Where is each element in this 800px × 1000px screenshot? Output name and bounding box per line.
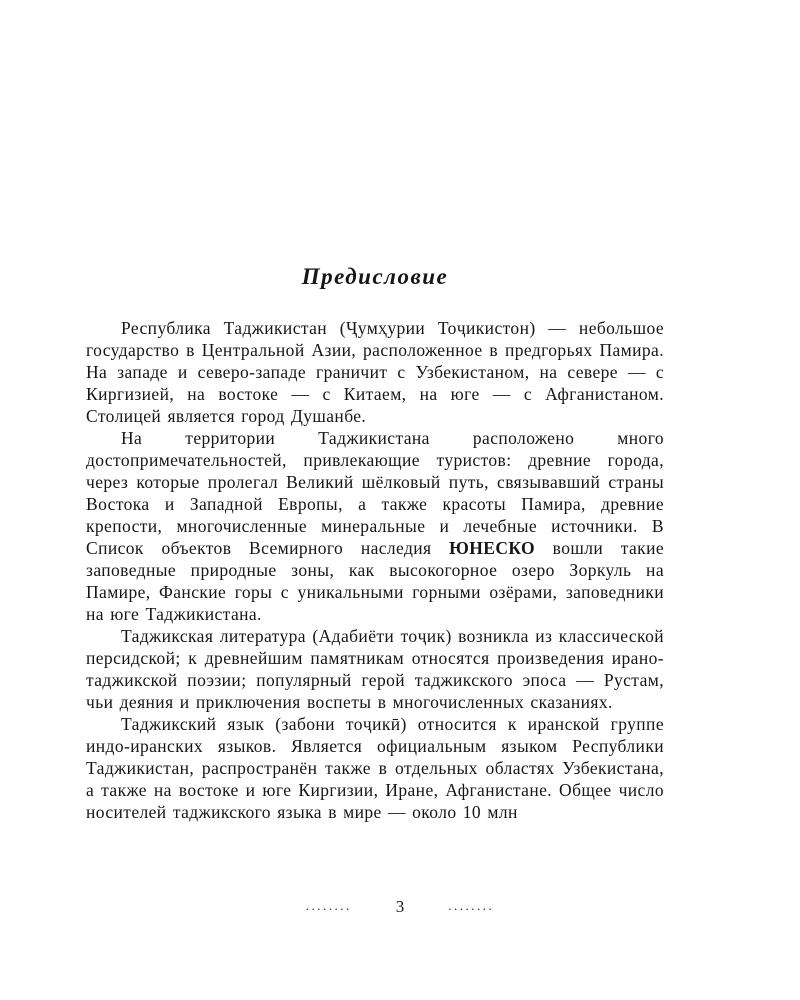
chapter-title: Предисловие: [301, 264, 449, 289]
body-text: [86, 317, 664, 823]
page-content: [86, 264, 664, 823]
footer-dots-right: ........: [448, 898, 495, 913]
paragraph-2: На территории Таджикистана расположено много достопримечательностей, привлекающие туристов: древние города, через которые пролегал Великий шёлковый путь, связывавший страны Востока и Западной Европы, а также красоты Памира, древние крепости, многочисленные минеральные и лечебные источники. В Список объектов Всемирного наследия ЮНЕСКО вошли такие заповедные природные зоны, как высокогорное озеро Зоркуль на Памире, Фанские горы с уникальными горными озёрами, заповедники на юге Таджикистана.: [86, 428, 665, 624]
page-footer: [0, 897, 800, 917]
footer-dots-left: ........: [305, 898, 352, 913]
page-number: 3: [395, 897, 405, 916]
paragraph-3: Таджикская литература (Адабиёти тоҷик) возникла из классической персидской; к древнейшим памятникам относятся произведения ирано-таджикской поэзии; популярный герой таджикского эпоса — Рустам, чьи деяния и приключения воспеты в многочисленных сказаниях.: [86, 626, 664, 712]
paragraph-4: Таджикский язык (забони тоҷикӣ) относится к иранской группе индо-иранских языков. Является официальным языком Республики Таджикистан, распространён также в отдельных областях Узбекистана, а также на востоке и юге Киргизии, Иране, Афганистане. Общее число носителей таджикского языка в мире — около 10 млн: [86, 714, 664, 822]
paragraph-1: Республика Таджикистан (Ҷумҳурии Тоҷикистон) — небольшое государство в Центральной Азии, расположенное в предгорьях Памира. На западе и северо-западе граничит с Узбекистаном, на севере — с Киргизией, на востоке — с Китаем, на юге — с Афганистаном. Столицей является город Душанбе.: [86, 318, 664, 426]
